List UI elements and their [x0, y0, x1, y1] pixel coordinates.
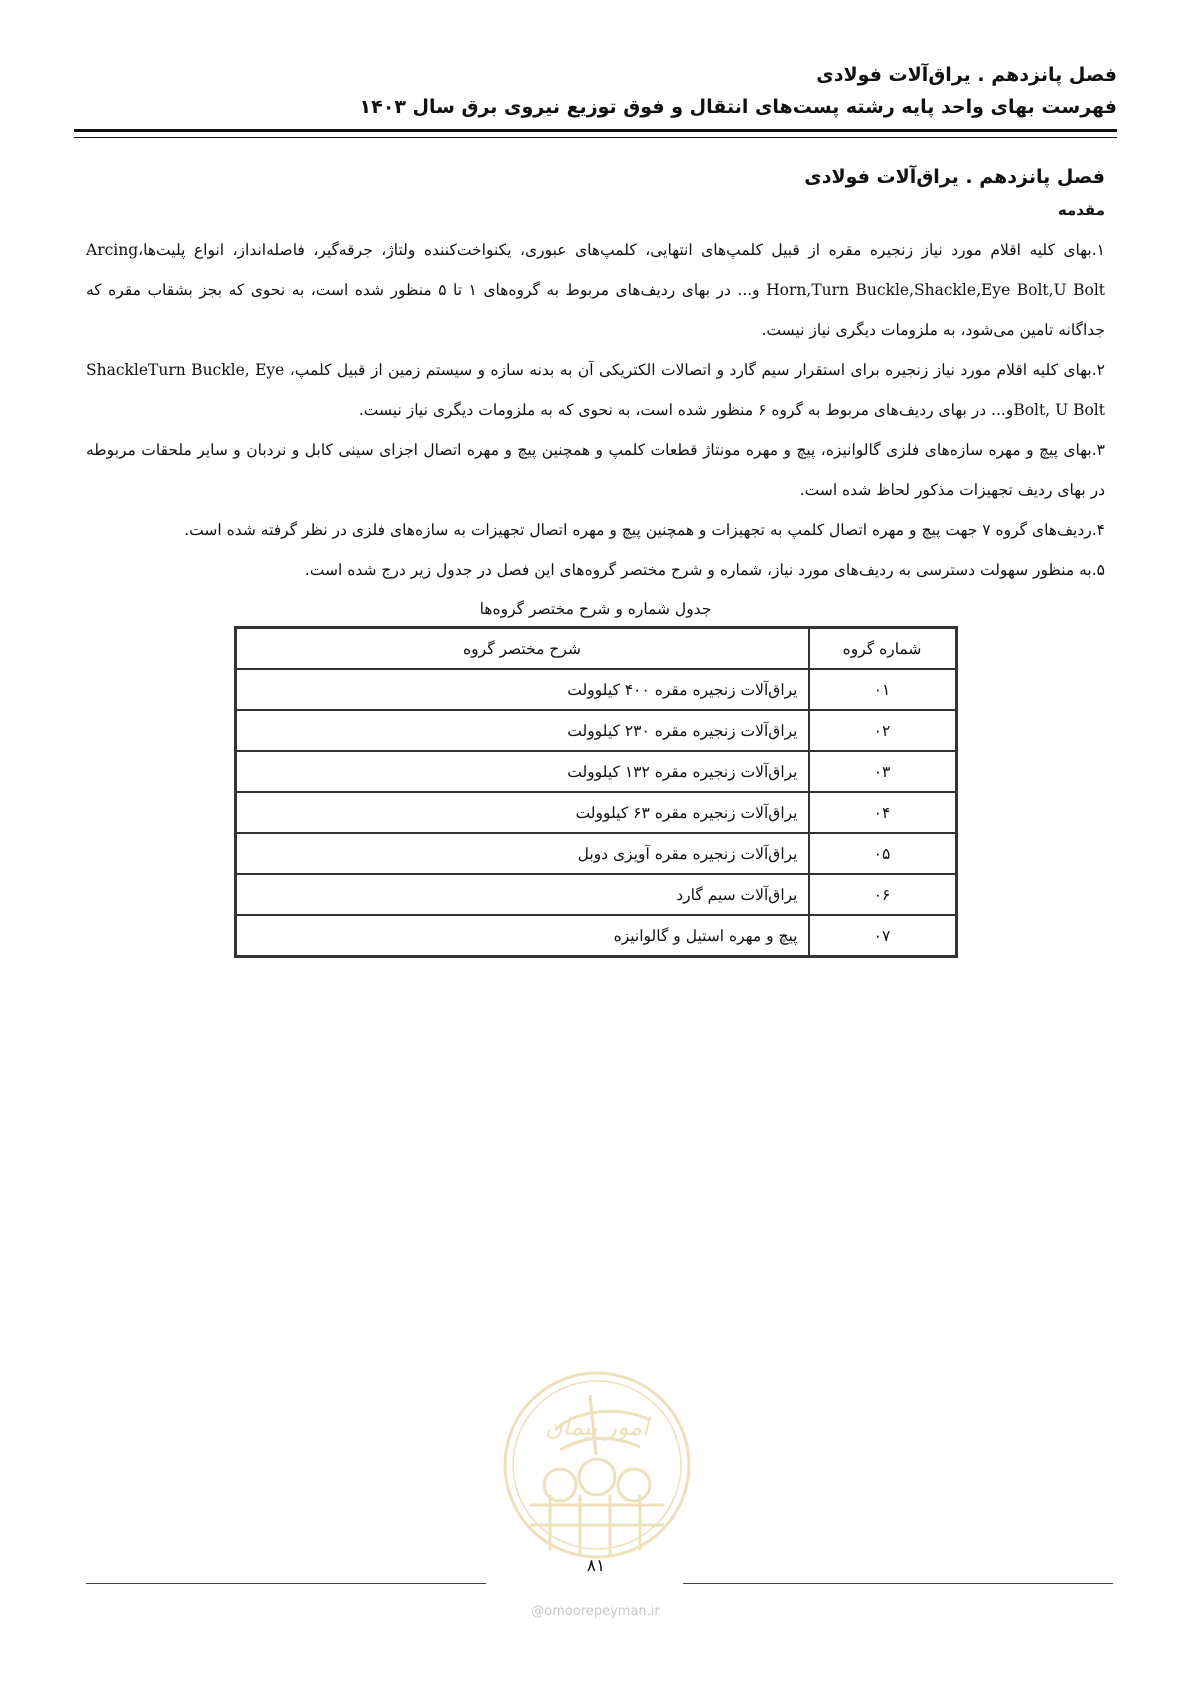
- paragraph-5: ۵.به منظور سهولت دسترسی به ردیف‌های مورد نیاز، شماره و شرح مختصر گروه‌های این فصل در جدول زیر درج شده است.: [304, 561, 1105, 579]
- table-row: [236, 710, 956, 751]
- page-number: ۸۱: [586, 1556, 606, 1576]
- paragraph-2: ۲.بهای کلیه اقلام مورد نیاز زنجیره برای استقرار سیم گارد و اتصالات الکتریکی آن به بدنه سازه و سیستم زمین از قبیل کلمپ، ShackleTurn Buckle, Eye Bolt, U Boltو... در بهای ردیف‌های مربوط به گروه ۶ منظور شده است، به نحوی که به ملزومات دیگری نیاز نیست.: [86, 361, 1105, 419]
- group-number-cell: ۰۴: [809, 792, 956, 833]
- table-caption: جدول شماره و شرح مختصر گروه‌ها: [479, 600, 712, 618]
- table-row: [236, 833, 956, 874]
- column-header-group-description: شرح مختصر گروه: [236, 628, 809, 669]
- footer-rule-right: [683, 1583, 1113, 1584]
- groups-table: [234, 626, 958, 958]
- footer-rule-left: [86, 1583, 486, 1584]
- group-number-cell: ۰۳: [809, 751, 956, 792]
- paragraph-3: ۳.بهای پیچ و مهره سازه‌های فلزی گالوانیزه، پیچ و مهره مونتاژ قطعات کلمپ و همچنین پیچ و مهره اتصال اجزای سینی کابل و نردبان و سایر ملحقات مربوطه در بهای ردیف تجهیزات مذکور لحاظ شده است.: [86, 441, 1105, 499]
- group-description-cell: پیچ و مهره استیل و گالوانیزه: [236, 915, 809, 956]
- group-number-cell: ۰۲: [809, 710, 956, 751]
- table-row: [236, 792, 956, 833]
- column-header-group-number: شماره گروه: [809, 628, 956, 669]
- group-number-cell: ۰۶: [809, 874, 956, 915]
- group-description-cell: یراق‌آلات زنجیره مقره آویزی دوبل: [236, 833, 809, 874]
- group-description-cell: یراق‌آلات زنجیره مقره ۲۳۰ کیلوولت: [236, 710, 809, 751]
- intro-heading: مقدمه: [1057, 201, 1105, 219]
- paragraph-4: ۴.ردیف‌های گروه ۷ جهت پیچ و مهره اتصال کلمپ به تجهیزات و همچنین پیچ و مهره اتصال تجهیزات به سازه‌های فلزی در نظر گرفته شده است.: [184, 521, 1105, 539]
- table-row: [236, 915, 956, 956]
- table-row: [236, 874, 956, 915]
- group-description-cell: یراق‌آلات زنجیره مقره ۱۳۲ کیلوولت: [236, 751, 809, 792]
- group-number-cell: ۰۵: [809, 833, 956, 874]
- main-content: [86, 160, 1105, 958]
- paragraph-1: ۱.بهای کلیه اقلام مورد نیاز زنجیره مقره از قبیل کلمپ‌های انتهایی، کلمپ‌های عبوری، یکنواخت‌کننده ولتاژ، جرقه‌گیر، فاصله‌انداز، انواع پلیت‌ها،Arcing Horn,Turn Buckle,Shackle,Eye Bolt,U Bolt و... در بهای ردیف‌های مربوط به گروه‌های ۱ تا ۵ منظور شده است، به نحوی که بجز بشقاب مقره که جداگانه تامین می‌شود، به ملزومات دیگری نیاز نیست.: [86, 241, 1106, 339]
- table-row: [236, 669, 956, 710]
- svg-text:امور پیمان: امور پیمان: [545, 1413, 649, 1441]
- group-number-cell: ۰۷: [809, 915, 956, 956]
- group-description-cell: یراق‌آلات سیم گارد: [236, 874, 809, 915]
- header-double-rule: [74, 129, 1117, 138]
- header-chapter-title: فصل پانزدهم . یراق‌آلات فولادی: [816, 64, 1117, 86]
- group-description-cell: یراق‌آلات زنجیره مقره ۶۳ کیلوولت: [236, 792, 809, 833]
- group-number-cell: ۰۱: [809, 669, 956, 710]
- table-row: [236, 751, 956, 792]
- group-description-cell: یراق‌آلات زنجیره مقره ۴۰۰ کیلوولت: [236, 669, 809, 710]
- page-header: [74, 58, 1117, 122]
- watermark-url: @omoorepeyman.ir: [531, 1604, 660, 1619]
- header-subtitle: فهرست بهای واحد پایه رشته پست‌های انتقال و فوق توزیع نیروی برق سال ۱۴۰۳: [359, 96, 1117, 118]
- table-header-row: [236, 628, 956, 669]
- section-title: فصل پانزدهم . یراق‌آلات فولادی: [804, 166, 1105, 188]
- watermark-logo-icon: [500, 1355, 694, 1575]
